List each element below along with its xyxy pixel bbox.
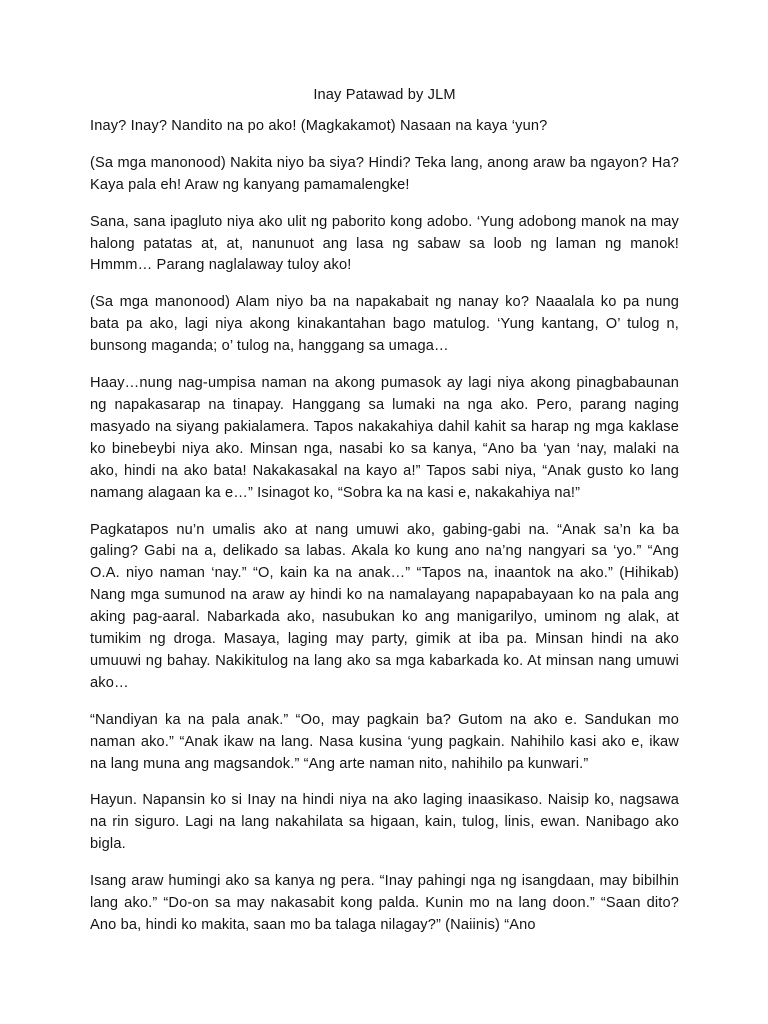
paragraph-9: Isang araw humingi ako sa kanya ng pera. “Inay pahingi nga ng isangdaan, may bibilhin lang ako.” “Do-on sa may nakasabit kong palda. Kunin mo na lang doon.” “Saan dito? Ano ba, hindi ko makita, saan mo ba talaga nilagay?” (Naiinis) “Ano bbox=[90, 873, 679, 933]
document-body bbox=[90, 85, 679, 952]
document-title: Inay Patawad by JLM bbox=[313, 87, 456, 103]
paragraph-6: Pagkatapos nu’n umalis ako at nang umuwi ako, gabing-gabi na. “Anak sa’n ka ba galing? Gabi na a, delikado sa labas. Akala ko kung ano na’ng nangyari sa ‘yo.” “Ang O.A. niyo naman ‘nay.” “O, kain ka na anak…” “Tapos na, inaantok na ako.” (Hihikab) Nang mga sumunod na araw ay hindi ko na namalayang napapabayaan ko na pala ang aking pag-aaral. Nabarkada ako, nasubukan ko ang manigarilyo, uminom ng alak, at tumikim ng droga. Masaya, laging may party, gimik at iba pa. Minsan hindi na ako umuuwi ng bahay. Nakikitulog na lang ako sa mga kabarkada ko. At minsan nang umuwi ako… bbox=[90, 521, 679, 691]
paragraph-5: Haay…nung nag-umpisa naman na akong pumasok ay lagi niya akong pinagbabaunan ng napakasarap na tinapay. Hanggang sa lumaki na nga ako. Pero, parang naging masyado na siyang pakialamera. Tapos nakakahiya dahil kahit sa harap ng mga kaklase ko binebeybi niya ako. Minsan nga, nasabi ko sa kanya, “Ano ba ‘yan ‘nay, malaki na ako, hindi na ako bata! Nakakasakal na kayo a!” Tapos sabi niya, “Anak gusto ko lang namang alagaan ka e…” Isinagot ko, “Sobra ka na kasi e, nakakahiya na!” bbox=[90, 375, 679, 501]
paragraph-4: (Sa mga manonood) Alam niyo ba na napakabait ng nanay ko? Naaalala ko pa nung bata pa ako, lagi niya akong kinakantahan bago matulog. ‘Yung kantang, O’ tulog n, bunsong maganda; o’ tulog na, hanggang sa umaga… bbox=[90, 294, 679, 355]
paragraph-2: (Sa mga manonood) Nakita niyo ba siya? Hindi? Teka lang, anong araw ba ngayon? Ha? Kaya pala eh! Araw ng kanyang pamamalengke! bbox=[90, 154, 679, 193]
paragraph-7: “Nandiyan ka na pala anak.” “Oo, may pagkain ba? Gutom na ako e. Sandukan mo naman ako.” “Anak ikaw na lang. Nasa kusina ‘yung pagkain. Nahihilo kasi ako e, ikaw na lang muna ang magsandok.” “Ang arte naman nito, nahihilo pa kunwari.” bbox=[90, 711, 679, 772]
paragraph-1: Inay? Inay? Nandito na po ako! (Magkakamot) Nasaan na kaya ‘yun? bbox=[90, 117, 548, 134]
paragraph-8: Hayun. Napansin ko si Inay na hindi niya na ako laging inaasikaso. Naisip ko, nagsawa na rin siguro. Lagi na lang nakahilata sa higaan, kain, tulog, linis, ewan. Nanibago ako bigla. bbox=[90, 792, 679, 853]
paragraph-3: Sana, sana ipagluto niya ako ulit ng paborito kong adobo. ‘Yung adobong manok na may halong patatas at, at, nanunuot ang lasa ng sabaw sa loob ng laman ng manok! Hmmm… Parang naglalaway tuloy ako! bbox=[90, 213, 679, 274]
